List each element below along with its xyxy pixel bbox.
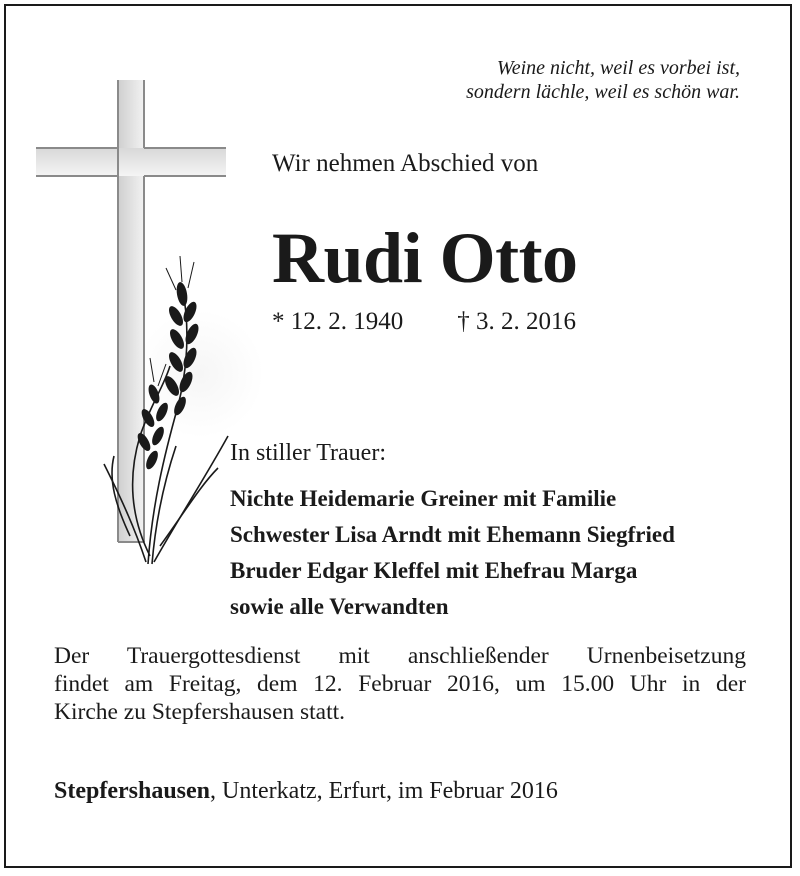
birth-date: * 12. 2. 1940 bbox=[272, 308, 404, 335]
mourner-line: sowie alle Verwandten bbox=[230, 594, 449, 619]
closing-place: Stepfershausen bbox=[54, 778, 211, 804]
mourner-line: Bruder Edgar Kleffel mit Ehefrau Marga bbox=[230, 558, 638, 583]
service-line: Kirche zu Stepfershausen statt. bbox=[54, 699, 346, 725]
motto-quote bbox=[400, 56, 740, 104]
mourners-list bbox=[230, 481, 675, 625]
service-line: Der Trauergottesdienst mit anschließender Urnenbeisetzung bbox=[54, 643, 746, 669]
mourner-line: Nichte Heidemarie Greiner mit Familie bbox=[230, 486, 617, 511]
life-dates bbox=[272, 308, 576, 336]
service-announcement bbox=[54, 642, 746, 726]
closing-rest: , Unterkatz, Erfurt, im Februar 2016 bbox=[210, 778, 558, 804]
service-line: findet am Freitag, dem 12. Februar 2016, um 15.00 Uhr in der bbox=[54, 671, 746, 697]
cross-icon bbox=[36, 80, 264, 542]
deceased-name: Rudi Otto bbox=[272, 218, 578, 298]
mourning-label: In stiller Trauer: bbox=[230, 440, 386, 466]
death-date: † 3. 2. 2016 bbox=[457, 308, 576, 335]
closing-line bbox=[54, 778, 558, 805]
farewell-intro: Wir nehmen Abschied von bbox=[272, 150, 539, 177]
mourner-line: Schwester Lisa Arndt mit Ehemann Siegfried bbox=[230, 522, 675, 547]
motto-line-1: Weine nicht, weil es vorbei ist, bbox=[496, 57, 740, 79]
motto-line-2: sondern lächle, weil es schön war. bbox=[466, 81, 740, 103]
